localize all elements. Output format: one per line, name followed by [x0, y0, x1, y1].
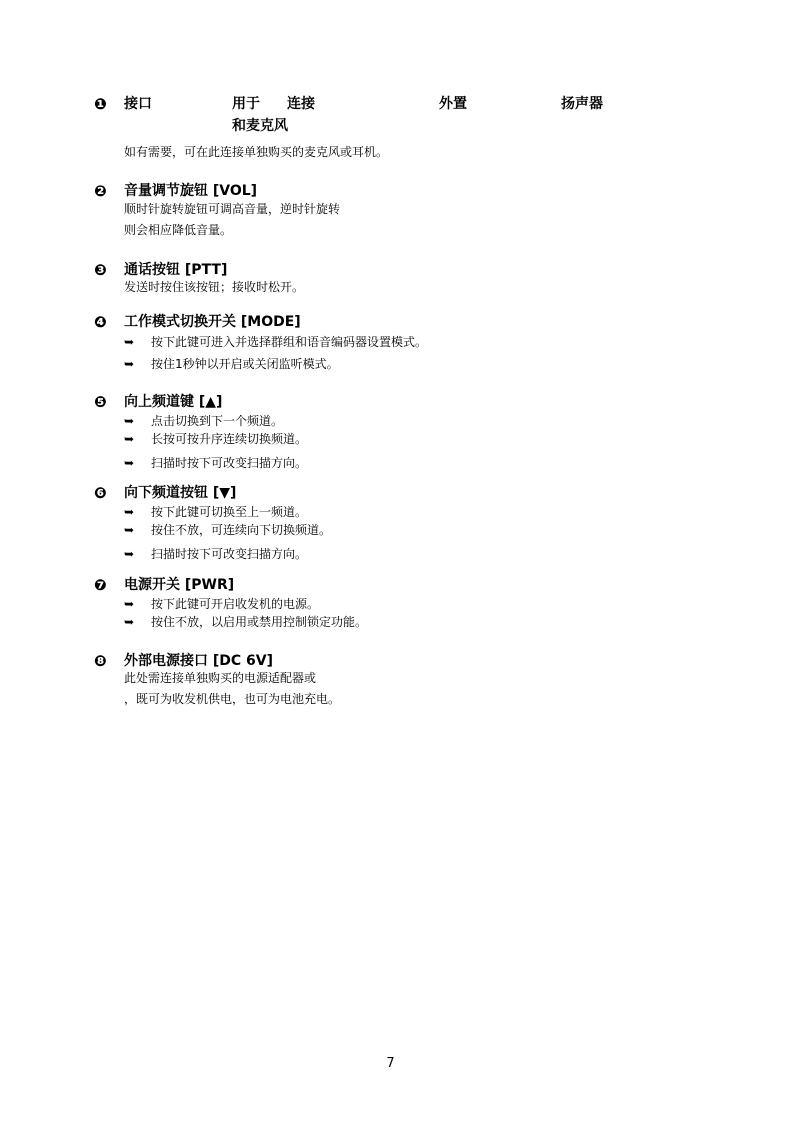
description-line: 如有需要，可在此连接单独购买的麦克风或耳机。 — [124, 145, 389, 159]
description-line: 则会相应降低音量。 — [124, 223, 233, 237]
section-heading: 向下频道按钮 [▼] — [124, 485, 237, 501]
section-3-ptt — [94, 262, 734, 302]
section-heading: 向上频道键 [▲] — [124, 394, 223, 410]
section-1-jack — [94, 96, 734, 160]
arrow-icon: ➥ — [124, 414, 135, 428]
heading-part: 外置 — [439, 96, 467, 112]
section-2-volume-knob — [94, 183, 734, 243]
bullet-item: ➥ 扫描时按下可改变扫描方向。 — [124, 456, 308, 470]
arrow-icon: ➥ — [124, 597, 135, 611]
bullet-item: ➥ 按住不放，以启用或禁用控制锁定功能。 — [124, 615, 368, 629]
section-number: ❺ — [94, 393, 107, 411]
section-heading: 工作模式切换开关 [MODE] — [124, 314, 301, 330]
section-heading: 通话按钮 [PTT] — [124, 262, 228, 278]
section-4-mode-switch — [94, 314, 734, 374]
description-line: 顺时针旋转旋钮可调高音量，逆时针旋转 — [124, 202, 341, 216]
bullet-item: ➥ 按下此键可进入并选择群组和语音编码器设置模式。 — [124, 335, 428, 349]
bullet-item: ➥ 按下此键可开启收发机的电源。 — [124, 597, 320, 611]
arrow-icon: ➥ — [124, 523, 135, 537]
section-5-channel-up — [94, 394, 734, 474]
description-line: ，既可为收发机供电，也可为电池充电。 — [124, 692, 341, 706]
bullet-item: ➥ 点击切换到下一个频道。 — [124, 414, 284, 428]
section-number: ❻ — [94, 484, 107, 502]
section-8-dc-jack — [94, 653, 734, 713]
heading-part: 用于 — [232, 96, 260, 112]
bullet-item: ➥ 按下此键可切换至上一频道。 — [124, 505, 308, 519]
arrow-icon: ➥ — [124, 615, 135, 629]
section-6-channel-down — [94, 485, 734, 565]
arrow-icon: ➥ — [124, 547, 135, 561]
heading-part: 扬声器 — [561, 96, 603, 112]
bullet-item: ➥ 长按可按升序连续切换频道。 — [124, 432, 308, 446]
section-7-power-switch — [94, 577, 734, 637]
section-heading: 音量调节旋钮 [VOL] — [124, 183, 258, 199]
arrow-icon: ➥ — [124, 432, 135, 446]
section-number: ❽ — [94, 652, 107, 670]
section-number: ❷ — [94, 182, 107, 200]
heading-line-2: 和麦克风 — [232, 118, 288, 134]
section-number: ❼ — [94, 576, 107, 594]
bullet-item: ➥ 按住不放，可连续向下切换频道。 — [124, 523, 332, 537]
section-heading: 外部电源接口 [DC 6V] — [124, 653, 274, 669]
heading-part: 接口 — [124, 96, 152, 112]
page-number: 7 — [386, 1056, 395, 1071]
heading-part: 连接 — [287, 96, 315, 112]
bullet-item: ➥ 扫描时按下可改变扫描方向。 — [124, 547, 308, 561]
description-line: 发送时按住该按钮；接收时松开。 — [124, 280, 305, 294]
section-number: ❹ — [94, 313, 107, 331]
section-number: ❸ — [94, 261, 107, 279]
arrow-icon: ➥ — [124, 456, 135, 470]
arrow-icon: ➥ — [124, 357, 135, 371]
arrow-icon: ➥ — [124, 505, 135, 519]
section-number: ❶ — [94, 95, 107, 113]
section-heading: 电源开关 [PWR] — [124, 577, 235, 593]
description-line: 此处需连接单独购买的电源适配器或 — [124, 671, 317, 685]
bullet-item: ➥ 按住1秒钟以开启或关闭监听模式。 — [124, 357, 339, 371]
arrow-icon: ➥ — [124, 335, 135, 349]
